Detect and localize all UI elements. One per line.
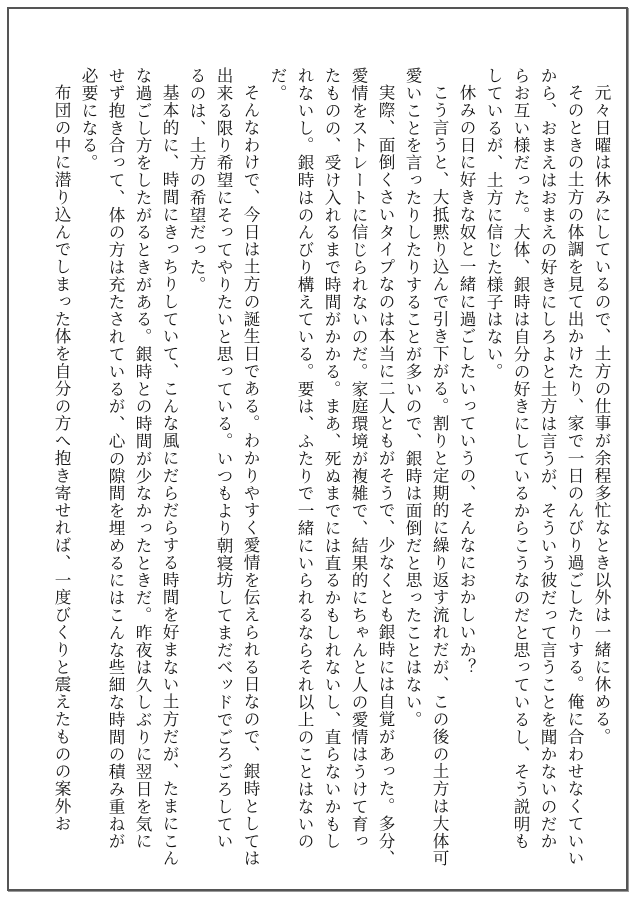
paragraph: そんなわけで、今日は土方の誕生日である。わかりやすく愛情を伝えられる日なので、銀時としては出来る限り希望にそってやりたいと思っている。いつもより朝寝坊してまだベッドでごろごろしているのは、土方の希望だった。	[187, 67, 260, 867]
paragraph: そのときの土方の体調を見て出かけたり、家で一日のんびり過ごしたりする。俺に合わせなくていいから、おまえはおまえの好きにしろよと土方は言うが、そういう彼だって言うことを聞かないのだからお互い様だった。大体、銀時は自分の好きにしているからこうなのだと思っているし、そう説明もしているが、土方に信じた様子はない。	[484, 67, 584, 867]
paragraph: 実際、面倒くさいタイプなのは本当に二人ともがそうで、少なくとも銀時には自覚があった。多分、愛情をストレートに信じられないのだ。家庭環境が複雑で、結果的にちゃんと人の愛情はうけて育ったものの、受け入れるまで時間がかかる。まあ、死ぬまでには直るかもしれないし、直らないかもしれないし。銀時はのんびり構えている。要は、ふたりで一緒にいられるならそれ以上のことはないのだ。	[268, 67, 395, 867]
page-frame	[7, 7, 628, 891]
body-text	[31, 67, 615, 867]
paragraph: 基本的に、時間にきっちりしていて、こんな風にだらだらする時間を好まない土方だが、たまにこんな過ごし方をしたがるときがある。銀時との時間が少なかったときだ。昨夜は久しぶりに翌日を気にせず抱き合って、体の方は充たされているが、心の隙間を埋めるにはこんな些細な時間の積み重ねが必要になる。	[79, 67, 179, 867]
paragraph: こう言うと、大抵黙り込んで引き下がる。割りと定期的に繰り返す流れだが、この後の土方は大体可愛いことを言ったりしたりすることが多いので、銀時は面倒だと思ったことはない。	[403, 67, 449, 867]
paragraph: 休みの日に好きな奴と一緒に過ごしたいっていうの、そんなにおかしいか？	[457, 83, 476, 676]
paragraph: 布団の中に潜り込んでしまった体を自分の方へ抱き寄せれば、一度びくりと震えたものの案外お	[52, 83, 71, 832]
paragraph: 元々日曜は休みにしているので、土方の仕事が余程多忙なとき以外は一緒に休める。	[592, 83, 611, 745]
